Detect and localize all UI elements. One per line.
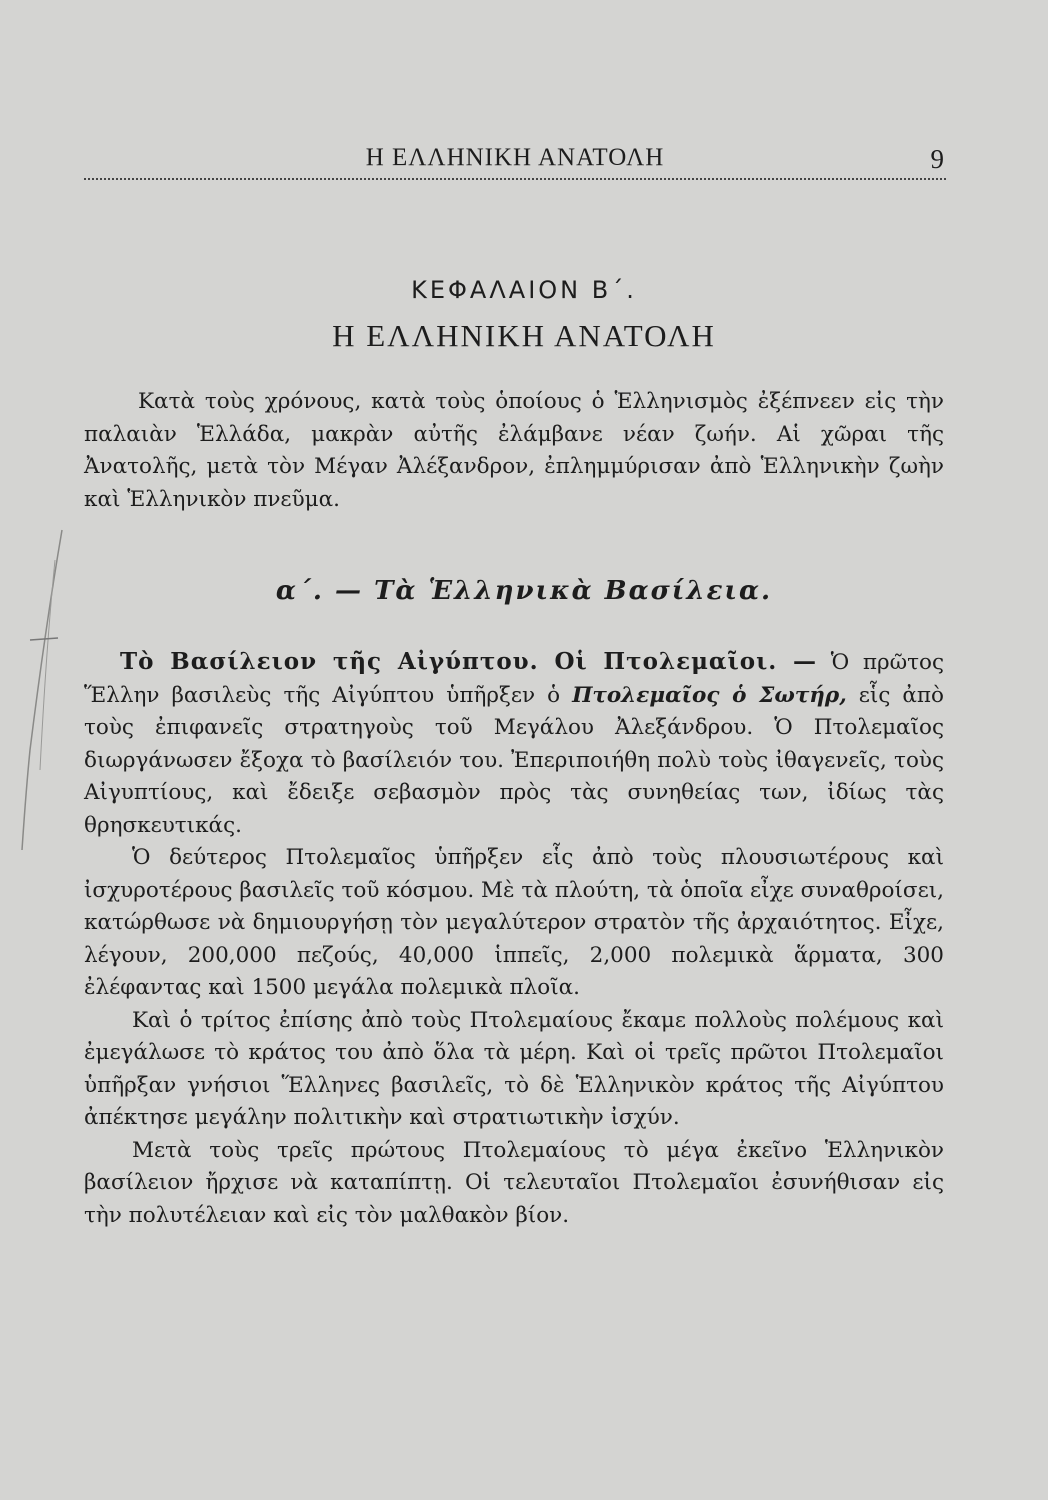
paragraph-text: εἷς ἀπὸ τοὺς ἐπιφανεῖς στρατηγοὺς τοῦ Μεγάλου Ἀλεξάνδρου. Ὁ Πτολεμαῖος διωργάνωσεν ἔξοχα τὸ βασίλειόν του. Ἐπεριποιήθη πολὺ τοὺς ἰθαγενεῖς, τοὺς Αἰγυπτίους, καὶ ἔδειξε σεβασμὸν πρὸς τὰς συνηθείας των, ἰδίως τὰς θρησκευτικάς.	[84, 682, 944, 838]
page-number: 9	[930, 144, 944, 174]
chapter-title: Η ΕΛΛΗΝΙΚΗ ΑΝΑΤΟΛΗ	[332, 318, 716, 353]
paragraph-ptolemy-second: Ὁ δεύτερος Πτολεμαῖος ὑπῆρξεν εἷς ἀπὸ τοὺς πλουσιωτέρους καὶ ἰσχυροτέρους βασιλεῖς τοῦ κόσμου. Μὲ τὰ πλούτη, τὰ ὁποῖα εἶχε συναθροίσει, κατώρθωσε νὰ δημιουργήσῃ τὸν μεγαλύτερον στρατὸν τῆς ἀρχαιότητος. Εἶχε, λέγουν, 200,000 πεζούς, 40,000 ἱππεῖς, 2,000 πολεμικὰ ἅρματα, 300 ἐλέφαντας καὶ 1500 μεγάλα πολεμικὰ πλοῖα.	[84, 845, 944, 1000]
section-body	[84, 646, 944, 1232]
intro-paragraph: Κατὰ τοὺς χρόνους, κατὰ τοὺς ὁποίους ὁ Ἑλληνισμὸς ἐξέπνεεν εἰς τὴν παλαιὰν Ἑλλάδα, μακρὰν αὐτῆς ἐλάμβανε νέαν ζωήν. Αἱ χῶραι τῆς Ἀνατολῆς, μετὰ τὸν Μέγαν Ἀλέξανδρον, ἐπλημμύρισαν ἀπὸ Ἑλληνικὴν ζωὴν καὶ Ἑλληνικὸν πνεῦμα.	[84, 389, 944, 512]
pencil-marks	[0, 520, 70, 860]
section-heading: α΄. — Τὰ Ἑλληνικὰ Βασίλεια.	[275, 576, 773, 606]
chapter-label: ΚΕΦΑΛΑΙΟΝ Β΄.	[411, 276, 637, 304]
running-title: Η ΕΛΛΗΝΙΚΗ ΑΝΑΤΟΛΗ	[365, 144, 665, 171]
paragraph-ptolemy-third: Καὶ ὁ τρίτος ἐπίσης ἀπὸ τοὺς Πτολεμαίους ἔκαμε πολλοὺς πολέμους καὶ ἐμεγάλωσε τὸ κράτος του ἀπὸ ὅλα τὰ μέρη. Καὶ οἱ τρεῖς πρῶτοι Πτολεμαῖοι ὑπῆρξαν γνήσιοι Ἕλληνες βασιλεῖς, τὸ δὲ Ἑλληνικὸν κράτος τῆς Αἰγύπτου ἀπέκτησε μεγάλην πολιτικὴν καὶ στρατιωτικὴν ἰσχύν.	[84, 1007, 944, 1130]
ptolemy-soter-name: Πτολεμαῖος ὁ Σωτήρ,	[572, 682, 847, 708]
paragraph-text: Ὁ πρῶτος Ἕλλην βασιλεὺς τῆς Αἰγύπτου ὑπῆρξεν ὁ	[84, 650, 945, 708]
paragraph-ptolemy-first	[84, 646, 944, 842]
running-header	[84, 140, 946, 180]
section-subheading: Τὸ Βασίλειον τῆς Αἰγύπτου. Οἱ Πτολεμαῖοι. —	[120, 648, 818, 675]
paragraph-decline: Μετὰ τοὺς τρεῖς πρώτους Πτολεμαίους τὸ μέγα ἐκεῖνο Ἑλληνικὸν βασίλειον ἤρχισε νὰ καταπίπτῃ. Οἱ τελευταῖοι Πτολεμαῖοι ἐσυνήθισαν εἰς τὴν πολυτέλειαν καὶ εἰς τὸν μαλθακὸν βίον.	[84, 1137, 944, 1228]
